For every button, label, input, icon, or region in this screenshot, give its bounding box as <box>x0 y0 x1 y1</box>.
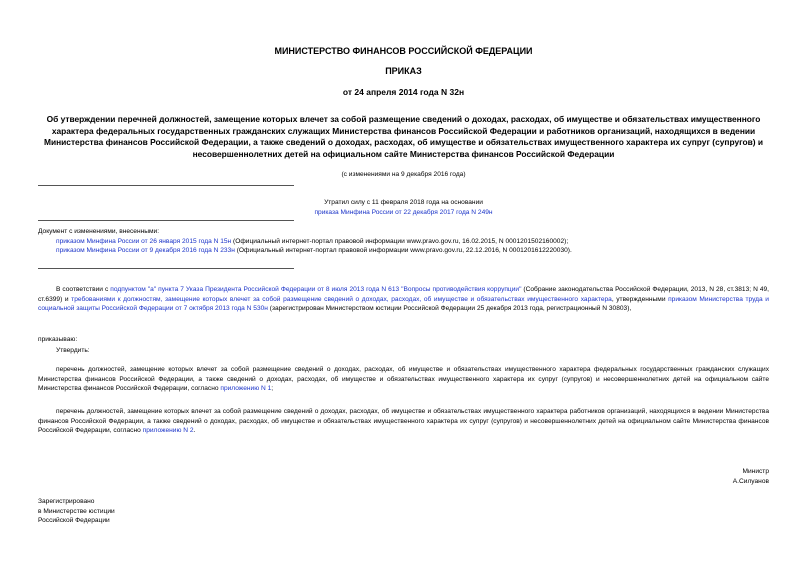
item-text: перечень должностей, замещение которых влечет за собой размещение сведений о доходах, расходах, об имуществе и обязательствах имущественного характера работников организаций, находящихся в ведении Министерства финансов Российской Федерации, а также сведений о доходах, расходах, об имуществе и обязательствах имущественного характера их супруг (супругов) и несовершеннолетних детей на официальном сайте Министерства финансов Российской Федерации, согласно <box>38 408 769 434</box>
signer-name: А.Силуанов <box>732 477 769 485</box>
item-end: . <box>193 427 196 434</box>
preamble-text: В соответствии с <box>56 286 111 293</box>
date-number-heading: от 24 апреля 2014 года N 32н <box>342 87 465 97</box>
signer-position: Министр <box>742 468 769 475</box>
item-end: ; <box>271 385 274 392</box>
labor-order-link[interactable]: приказом Министерства труда и социальной защиты Российской Федерации от 7 октября 2013 года N 530н <box>38 295 769 312</box>
registration-block <box>38 497 115 526</box>
requirements-link[interactable]: требованиями к должностям, замещение которых влечет за собой размещение сведений о доходах, расходах, об имуществе и обязательствах имущественного характера <box>71 295 612 303</box>
preamble-text: (Собрание законодательства Российской Федерации, 2013, N 28, ст.3813; N 49, ст.6399) и <box>38 286 770 303</box>
doc-type-heading: ПРИКАЗ <box>385 66 422 76</box>
edition-note: (с изменениями на 9 декабря 2016 года) <box>341 171 466 178</box>
change-source: (Официальный интернет-портал правовой информации www.pravo.gov.ru, 22.12.2016, N 0001201612220030). <box>234 247 572 254</box>
change-link[interactable]: приказом Минфина России от 26 января 2015 года N 15н <box>56 237 232 245</box>
list-item-2 <box>38 407 769 436</box>
change-link[interactable]: приказом Минфина России от 9 декабря 2016 года N 233н <box>56 247 235 254</box>
change-item <box>38 237 769 247</box>
appendix-2-link[interactable]: приложению N 2 <box>142 427 194 434</box>
ministry-heading: МИНИСТЕРСТВО ФИНАНСОВ РОССИЙСКОЙ ФЕДЕРАЦИИ <box>274 46 533 56</box>
registration-line: Российской Федерации <box>38 517 110 524</box>
preamble-text: (зарегистрирован Министерством юстиции Российской Федерации 25 декабря 2013 года, регистрационный N 30803), <box>267 305 632 312</box>
item-text: перечень должностей, замещение которых влечет за собой размещение сведений о доходах, расходах, об имуществе и обязательствах имущественного характера федеральных государственных гражданских служащих Министерства финансов Российской Федерации, а также сведений о доходах, расходах, об имуществе и обязательствах имущественного характера их супруг (супругов) и несовершеннолетних детей на официальном сайте Министерства финансов Российской Федерации, согласно <box>38 366 769 392</box>
signature-block <box>569 467 769 486</box>
lost-force-note <box>200 198 607 217</box>
appendix-1-link[interactable]: приложению N 1 <box>220 385 272 392</box>
lost-force-link[interactable]: приказа Минфина России от 22 декабря 2017 года N 249н <box>314 208 493 216</box>
divider <box>38 268 294 269</box>
list-item-1 <box>38 365 769 394</box>
approve-word: Утвердить: <box>56 347 90 354</box>
document-title: Об утверждении перечней должностей, замещение которых влечет за собой размещение сведений о доходах, расходах, об имуществе и обязательствах имущественного характера федеральных государственных гражданских служащих Министерства финансов Российской Федерации и работников организаций, находящихся в ведении Министерства финансов Российской Федерации, а также сведений о доходах, расходах, об имуществе и обязательствах имущественного характера их супруг (супругов) и несовершеннолетних детей на официальном сайте Министерства финансов Российской Федерации <box>43 114 764 159</box>
order-word: приказываю: <box>38 336 78 343</box>
preamble-paragraph <box>38 285 769 314</box>
divider <box>38 185 294 186</box>
decree-link[interactable]: подпунктом "а" пункта 7 Указа Президента Российской Федерации от 8 июля 2013 года N 613 "Вопросы противодействия коррупции" <box>110 286 522 293</box>
divider <box>38 220 294 221</box>
lost-force-text: Утратил силу с 11 февраля 2018 года на основании <box>324 199 483 206</box>
change-source: (Официальный интернет-портал правовой информации www.pravo.gov.ru, 16.02.2015, N 0001201502160002); <box>231 237 569 245</box>
changes-block <box>38 227 769 256</box>
preamble-text: , утвержденными <box>611 295 669 303</box>
registration-line: Зарегистрировано <box>38 498 95 505</box>
changes-intro: Документ с изменениями, внесенными: <box>38 228 160 235</box>
change-item <box>38 246 769 256</box>
registration-line: в Министерстве юстиции <box>38 507 115 515</box>
